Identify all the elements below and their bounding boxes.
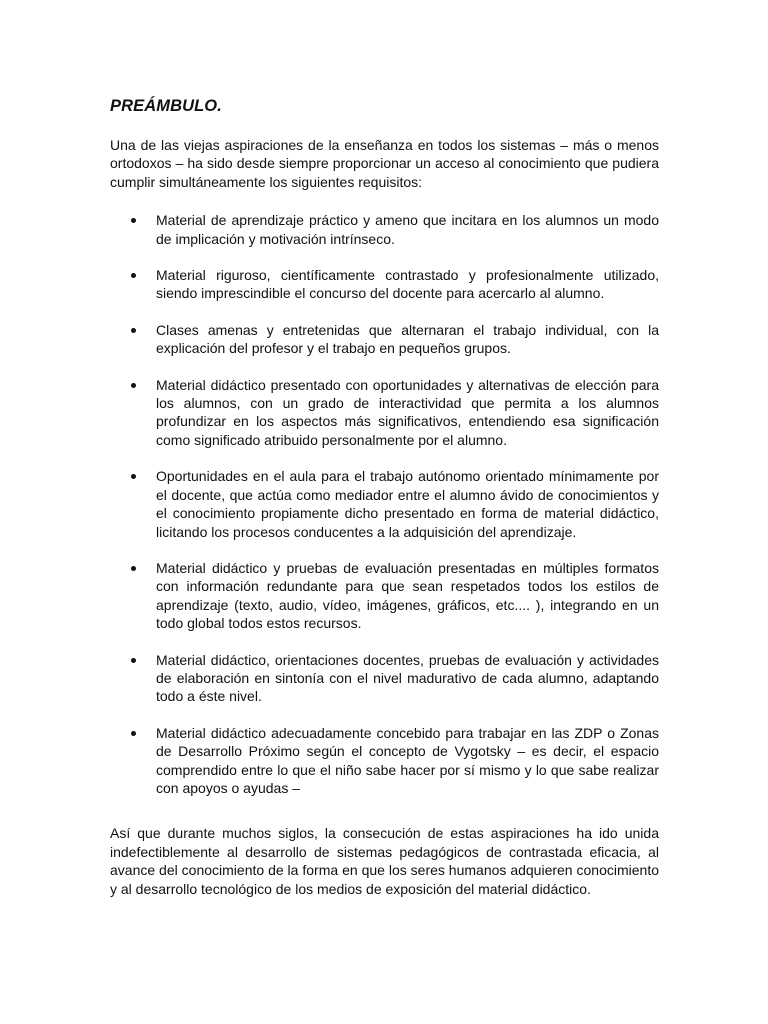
bullet-icon: [131, 328, 136, 333]
bullet-icon: [131, 658, 136, 663]
closing-paragraph: Así que durante muchos siglos, la consecución de estas aspiraciones ha ido unida indefectiblemente al desarrollo de sistemas pedagógicos de contrastada eficacia, al avance del conocimiento de la forma en que los seres humanos adquieren conocimiento y al desarrollo tecnológico de los medios de exposición del material didáctico.: [110, 825, 659, 897]
intro-paragraph: Una de las viejas aspiraciones de la enseñanza en todos los sistemas – más o menos ortodoxos – ha sido desde siempre proporcionar un acceso al conocimiento que pudiera cumplir simultáneamente los siguientes requisitos:: [110, 137, 659, 190]
list-item-text: Clases amenas y entretenidas que alternaran el trabajo individual, con la explicación del profesor y el trabajo en pequeños grupos.: [156, 321, 659, 357]
document-title: PREÁMBULO.: [110, 97, 222, 115]
list-item-text: Oportunidades en el aula para el trabajo autónomo orientado mínimamente por el docente, que actúa como mediador entre el alumno ávido de conocimientos y el conocimiento propiamente dicho presentado en forma de material didáctico, licitando los procesos conducentes a la adquisición del aprendizaje.: [156, 468, 659, 540]
list-item: [110, 266, 659, 303]
list-item-text: Material de aprendizaje práctico y ameno que incitara en los alumnos un modo de implicación y motivación intrínseco.: [156, 212, 659, 247]
list-item-text: Material didáctico presentado con oportunidades y alternativas de elección para los alumnos, con un grado de interactividad que permita a los alumnos profundizar en los aspectos más significativos, entendiendo esa significación como significado atribuido personalmente por el alumno.: [156, 376, 659, 448]
list-item: [110, 376, 659, 450]
bullet-icon: [131, 273, 136, 278]
requirements-list: [110, 211, 659, 797]
list-item: [110, 559, 659, 633]
bullet-icon: [131, 383, 136, 388]
list-item: [110, 321, 659, 358]
list-item: [110, 724, 659, 798]
list-item-text: Material didáctico y pruebas de evaluación presentadas en múltiples formatos con información redundante para que sean respetados todos los estilos de aprendizaje (texto, audio, vídeo, imágenes, gráficos, etc.... ), integrando en un todo global todos estos recursos.: [156, 559, 659, 632]
list-item: [110, 211, 659, 248]
bullet-icon: [131, 731, 136, 736]
list-item-text: Material didáctico adecuadamente concebido para trabajar en las ZDP o Zonas de Desarrollo Próximo según el concepto de Vygotsky – es decir, el espacio comprendido entre lo que el niño sabe hacer por sí mismo y lo que sabe realizar con apoyos o ayudas –: [156, 724, 659, 796]
list-item-text: Material riguroso, científicamente contrastado y profesionalmente utilizado, siendo imprescindible el concurso del docente para acercarlo al alumno.: [156, 267, 659, 302]
bullet-icon: [131, 218, 136, 223]
list-item: [110, 467, 659, 541]
list-item: [110, 651, 659, 706]
document-page: [110, 96, 659, 898]
bullet-icon: [131, 566, 136, 571]
list-item-text: Material didáctico, orientaciones docentes, pruebas de evaluación y actividades de elaboración en sintonía con el nivel madurativo de cada alumno, adaptando todo a éste nivel.: [156, 651, 659, 705]
bullet-icon: [131, 474, 136, 479]
